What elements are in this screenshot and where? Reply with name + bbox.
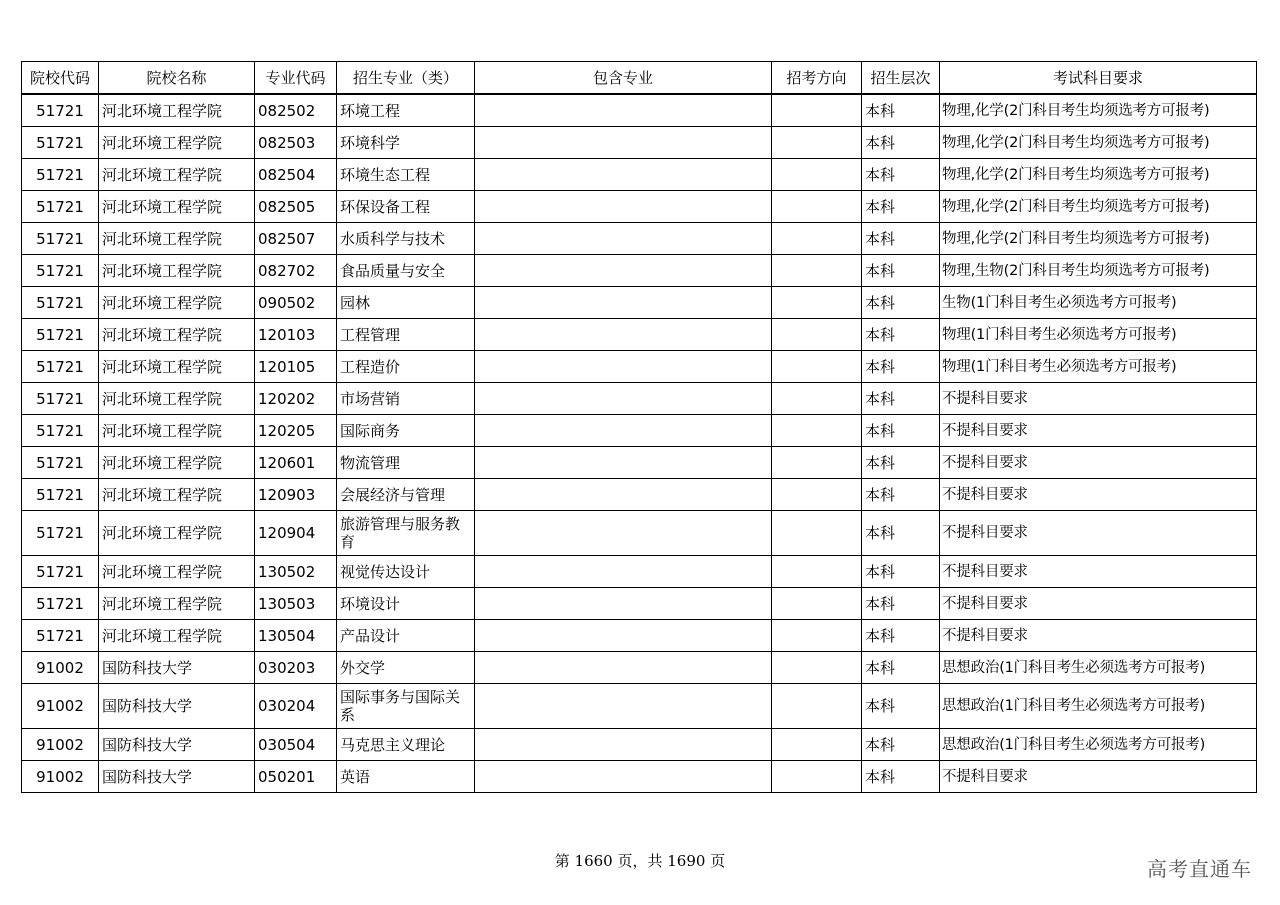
watermark: 高考直通车	[1147, 857, 1252, 881]
cell-level: 本科	[862, 191, 940, 223]
cell-school-name: 河北环境工程学院	[99, 351, 255, 383]
cell-requirement: 不提科目要求	[940, 556, 1257, 588]
cell-school-name: 河北环境工程学院	[99, 415, 255, 447]
cell-requirement: 物理(1门科目考生必须选考方可报考)	[940, 351, 1257, 383]
cell-school-name: 河北环境工程学院	[99, 94, 255, 127]
cell-direction	[772, 588, 862, 620]
cell-school-code: 91002	[22, 729, 99, 761]
cell-school-code: 51721	[22, 319, 99, 351]
table-row	[22, 684, 1257, 729]
cell-direction	[772, 684, 862, 729]
cell-requirement: 不提科目要求	[940, 511, 1257, 556]
table-row	[22, 287, 1257, 319]
cell-direction	[772, 255, 862, 287]
cell-direction	[772, 191, 862, 223]
cell-major-code: 090502	[255, 287, 337, 319]
header-school-code: 院校代码	[22, 62, 99, 95]
cell-major: 园林	[337, 287, 475, 319]
cell-included-majors	[475, 159, 772, 191]
cell-school-code: 51721	[22, 511, 99, 556]
cell-school-code: 51721	[22, 620, 99, 652]
cell-direction	[772, 415, 862, 447]
cell-school-code: 51721	[22, 255, 99, 287]
cell-included-majors	[475, 383, 772, 415]
cell-major-code: 130504	[255, 620, 337, 652]
cell-school-code: 51721	[22, 287, 99, 319]
cell-requirement: 不提科目要求	[940, 620, 1257, 652]
cell-major: 食品质量与安全	[337, 255, 475, 287]
table-row	[22, 511, 1257, 556]
cell-school-name: 国防科技大学	[99, 761, 255, 793]
cell-school-code: 51721	[22, 94, 99, 127]
cell-major: 外交学	[337, 652, 475, 684]
cell-major: 环境设计	[337, 588, 475, 620]
cell-direction	[772, 319, 862, 351]
cell-school-name: 河北环境工程学院	[99, 383, 255, 415]
cell-included-majors	[475, 127, 772, 159]
header-major: 招生专业（类）	[337, 62, 475, 95]
cell-level: 本科	[862, 588, 940, 620]
cell-requirement: 物理,化学(2门科目考生均须选考方可报考)	[940, 159, 1257, 191]
cell-requirement: 不提科目要求	[940, 761, 1257, 793]
cell-level: 本科	[862, 383, 940, 415]
cell-requirement: 不提科目要求	[940, 447, 1257, 479]
cell-major-code: 130503	[255, 588, 337, 620]
cell-requirement: 不提科目要求	[940, 415, 1257, 447]
cell-direction	[772, 351, 862, 383]
table-row	[22, 652, 1257, 684]
cell-direction	[772, 287, 862, 319]
cell-included-majors	[475, 319, 772, 351]
cell-major-code: 082507	[255, 223, 337, 255]
table-row	[22, 223, 1257, 255]
cell-school-name: 国防科技大学	[99, 652, 255, 684]
cell-direction	[772, 94, 862, 127]
cell-major-code: 082502	[255, 94, 337, 127]
admission-table	[21, 61, 1257, 793]
cell-included-majors	[475, 255, 772, 287]
cell-direction	[772, 620, 862, 652]
cell-major-code: 030203	[255, 652, 337, 684]
cell-school-code: 51721	[22, 351, 99, 383]
cell-direction	[772, 511, 862, 556]
cell-level: 本科	[862, 652, 940, 684]
cell-school-code: 51721	[22, 588, 99, 620]
cell-major: 环境生态工程	[337, 159, 475, 191]
cell-requirement: 物理,生物(2门科目考生均须选考方可报考)	[940, 255, 1257, 287]
cell-requirement: 不提科目要求	[940, 383, 1257, 415]
table-row	[22, 761, 1257, 793]
cell-major: 水质科学与技术	[337, 223, 475, 255]
cell-included-majors	[475, 479, 772, 511]
cell-school-code: 91002	[22, 684, 99, 729]
cell-level: 本科	[862, 761, 940, 793]
header-direction: 招考方向	[772, 62, 862, 95]
cell-requirement: 物理,化学(2门科目考生均须选考方可报考)	[940, 191, 1257, 223]
cell-major-code: 120202	[255, 383, 337, 415]
cell-level: 本科	[862, 415, 940, 447]
table-row	[22, 94, 1257, 127]
table-row	[22, 729, 1257, 761]
cell-major-code: 120903	[255, 479, 337, 511]
cell-major: 环境科学	[337, 127, 475, 159]
cell-level: 本科	[862, 447, 940, 479]
cell-requirement: 思想政治(1门科目考生必须选考方可报考)	[940, 684, 1257, 729]
cell-requirement: 物理(1门科目考生必须选考方可报考)	[940, 319, 1257, 351]
cell-requirement: 不提科目要求	[940, 479, 1257, 511]
cell-included-majors	[475, 94, 772, 127]
cell-included-majors	[475, 287, 772, 319]
cell-major-code: 030504	[255, 729, 337, 761]
table-body	[22, 94, 1257, 793]
header-level: 招生层次	[862, 62, 940, 95]
cell-school-name: 河北环境工程学院	[99, 511, 255, 556]
cell-major-code: 082503	[255, 127, 337, 159]
cell-school-name: 国防科技大学	[99, 684, 255, 729]
cell-major-code: 082505	[255, 191, 337, 223]
table-row	[22, 127, 1257, 159]
cell-major-code: 050201	[255, 761, 337, 793]
cell-major-code: 082504	[255, 159, 337, 191]
cell-major: 会展经济与管理	[337, 479, 475, 511]
cell-school-name: 河北环境工程学院	[99, 191, 255, 223]
cell-major: 工程管理	[337, 319, 475, 351]
cell-requirement: 物理,化学(2门科目考生均须选考方可报考)	[940, 127, 1257, 159]
header-school-name: 院校名称	[99, 62, 255, 95]
cell-direction	[772, 652, 862, 684]
cell-level: 本科	[862, 159, 940, 191]
cell-school-code: 51721	[22, 159, 99, 191]
cell-included-majors	[475, 351, 772, 383]
cell-level: 本科	[862, 479, 940, 511]
table-row	[22, 620, 1257, 652]
cell-major: 英语	[337, 761, 475, 793]
cell-school-name: 国防科技大学	[99, 729, 255, 761]
table-row	[22, 255, 1257, 287]
cell-requirement: 不提科目要求	[940, 588, 1257, 620]
cell-level: 本科	[862, 556, 940, 588]
cell-direction	[772, 127, 862, 159]
cell-requirement: 思想政治(1门科目考生必须选考方可报考)	[940, 729, 1257, 761]
cell-major-code: 082702	[255, 255, 337, 287]
cell-requirement: 物理,化学(2门科目考生均须选考方可报考)	[940, 223, 1257, 255]
cell-school-name: 河北环境工程学院	[99, 127, 255, 159]
cell-school-name: 河北环境工程学院	[99, 223, 255, 255]
cell-major-code: 120105	[255, 351, 337, 383]
cell-school-code: 51721	[22, 223, 99, 255]
cell-level: 本科	[862, 255, 940, 287]
cell-school-name: 河北环境工程学院	[99, 255, 255, 287]
cell-major: 物流管理	[337, 447, 475, 479]
cell-included-majors	[475, 556, 772, 588]
cell-school-name: 河北环境工程学院	[99, 159, 255, 191]
cell-level: 本科	[862, 684, 940, 729]
cell-direction	[772, 761, 862, 793]
cell-level: 本科	[862, 319, 940, 351]
cell-school-code: 51721	[22, 383, 99, 415]
header-major-code: 专业代码	[255, 62, 337, 95]
cell-major-code: 130502	[255, 556, 337, 588]
cell-major: 工程造价	[337, 351, 475, 383]
cell-level: 本科	[862, 511, 940, 556]
cell-school-code: 51721	[22, 479, 99, 511]
cell-school-name: 河北环境工程学院	[99, 479, 255, 511]
table-row	[22, 447, 1257, 479]
cell-major: 市场营销	[337, 383, 475, 415]
cell-direction	[772, 479, 862, 511]
cell-included-majors	[475, 447, 772, 479]
header-row	[22, 62, 1257, 95]
cell-school-code: 51721	[22, 447, 99, 479]
cell-direction	[772, 383, 862, 415]
cell-school-code: 51721	[22, 127, 99, 159]
cell-level: 本科	[862, 127, 940, 159]
cell-major: 环保设备工程	[337, 191, 475, 223]
table-row	[22, 319, 1257, 351]
cell-direction	[772, 447, 862, 479]
cell-included-majors	[475, 620, 772, 652]
cell-major-code: 120205	[255, 415, 337, 447]
cell-school-name: 河北环境工程学院	[99, 588, 255, 620]
header-requirement: 考试科目要求	[940, 62, 1257, 95]
page-number: 第 1660 页，共 1690 页	[554, 852, 726, 870]
cell-level: 本科	[862, 351, 940, 383]
cell-school-code: 91002	[22, 652, 99, 684]
cell-level: 本科	[862, 94, 940, 127]
cell-direction	[772, 556, 862, 588]
table-row	[22, 556, 1257, 588]
cell-included-majors	[475, 223, 772, 255]
header-included-majors: 包含专业	[475, 62, 772, 95]
cell-major: 国际商务	[337, 415, 475, 447]
cell-included-majors	[475, 191, 772, 223]
cell-major: 产品设计	[337, 620, 475, 652]
table-row	[22, 479, 1257, 511]
cell-school-name: 河北环境工程学院	[99, 319, 255, 351]
table-row	[22, 588, 1257, 620]
cell-level: 本科	[862, 287, 940, 319]
cell-included-majors	[475, 652, 772, 684]
cell-school-name: 河北环境工程学院	[99, 287, 255, 319]
cell-major: 旅游管理与服务教育	[337, 511, 475, 556]
cell-school-name: 河北环境工程学院	[99, 556, 255, 588]
cell-requirement: 思想政治(1门科目考生必须选考方可报考)	[940, 652, 1257, 684]
cell-school-code: 51721	[22, 415, 99, 447]
cell-school-code: 51721	[22, 556, 99, 588]
cell-included-majors	[475, 588, 772, 620]
cell-major: 国际事务与国际关系	[337, 684, 475, 729]
cell-direction	[772, 223, 862, 255]
cell-major-code: 120103	[255, 319, 337, 351]
table-row	[22, 159, 1257, 191]
cell-included-majors	[475, 761, 772, 793]
cell-direction	[772, 729, 862, 761]
cell-major-code: 120601	[255, 447, 337, 479]
cell-major-code: 030204	[255, 684, 337, 729]
cell-included-majors	[475, 511, 772, 556]
cell-school-code: 51721	[22, 191, 99, 223]
cell-level: 本科	[862, 223, 940, 255]
cell-included-majors	[475, 415, 772, 447]
cell-requirement: 物理,化学(2门科目考生均须选考方可报考)	[940, 94, 1257, 127]
cell-school-name: 河北环境工程学院	[99, 447, 255, 479]
cell-included-majors	[475, 729, 772, 761]
cell-school-code: 91002	[22, 761, 99, 793]
table-row	[22, 415, 1257, 447]
cell-major: 视觉传达设计	[337, 556, 475, 588]
cell-major: 马克思主义理论	[337, 729, 475, 761]
cell-direction	[772, 159, 862, 191]
cell-school-name: 河北环境工程学院	[99, 620, 255, 652]
cell-included-majors	[475, 684, 772, 729]
cell-major: 环境工程	[337, 94, 475, 127]
cell-major-code: 120904	[255, 511, 337, 556]
table-row	[22, 383, 1257, 415]
table-row	[22, 351, 1257, 383]
cell-requirement: 生物(1门科目考生必须选考方可报考)	[940, 287, 1257, 319]
cell-level: 本科	[862, 729, 940, 761]
table-row	[22, 191, 1257, 223]
cell-level: 本科	[862, 620, 940, 652]
